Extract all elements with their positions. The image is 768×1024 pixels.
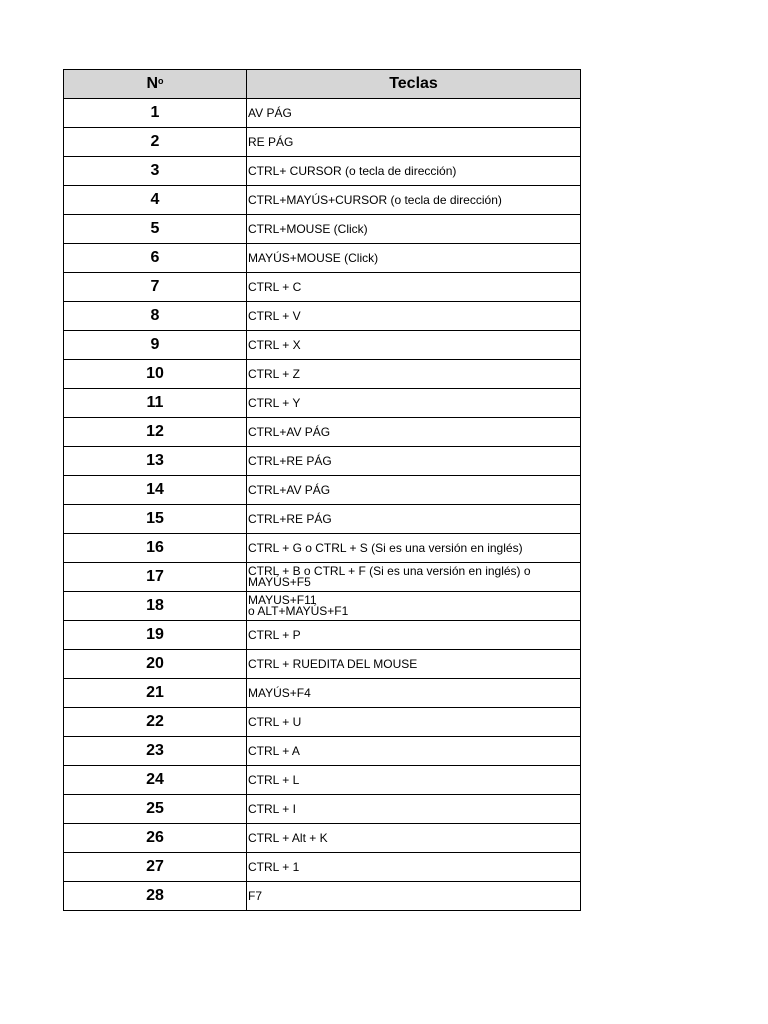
table-row [64, 795, 581, 824]
row-keys: CTRL + G o CTRL + S (Si es una versión en inglés) [247, 534, 581, 563]
row-number: 1 [64, 99, 247, 128]
table-row [64, 447, 581, 476]
row-number: 5 [64, 215, 247, 244]
row-keys: CTRL + Alt + K [247, 824, 581, 853]
row-number: 24 [64, 766, 247, 795]
table-row [64, 360, 581, 389]
table-row [64, 679, 581, 708]
table-row [64, 708, 581, 737]
row-number: 26 [64, 824, 247, 853]
table-row [64, 331, 581, 360]
row-keys: CTRL+RE PÁG [247, 447, 581, 476]
row-number: 23 [64, 737, 247, 766]
row-keys: CTRL + B o CTRL + F (Si es una versión en inglés) o MAYÚS+F5 [247, 563, 581, 592]
table-row [64, 853, 581, 882]
row-number: 3 [64, 157, 247, 186]
row-keys: CTRL + P [247, 621, 581, 650]
table-row [64, 592, 581, 621]
table-body [64, 99, 581, 911]
row-keys: CTRL+ CURSOR (o tecla de dirección) [247, 157, 581, 186]
row-keys: CTRL + A [247, 737, 581, 766]
table-row [64, 737, 581, 766]
row-number: 14 [64, 476, 247, 505]
row-number: 19 [64, 621, 247, 650]
row-keys: F7 [247, 882, 581, 911]
header-number-label: N [146, 75, 159, 92]
row-number: 10 [64, 360, 247, 389]
row-number: 21 [64, 679, 247, 708]
row-number: 27 [64, 853, 247, 882]
row-keys: CTRL + Z [247, 360, 581, 389]
header-keys: Teclas [247, 70, 581, 99]
header-row [64, 70, 581, 99]
table-row [64, 128, 581, 157]
row-keys: CTRL + RUEDITA DEL MOUSE [247, 650, 581, 679]
row-keys: CTRL + I [247, 795, 581, 824]
table-row [64, 215, 581, 244]
row-number: 15 [64, 505, 247, 534]
row-keys: AV PÁG [247, 99, 581, 128]
row-number: 13 [64, 447, 247, 476]
table-row [64, 157, 581, 186]
table-row [64, 273, 581, 302]
row-keys: CTRL + X [247, 331, 581, 360]
row-keys: CTRL+MOUSE (Click) [247, 215, 581, 244]
table-row [64, 650, 581, 679]
row-number: 2 [64, 128, 247, 157]
shortcuts-table [63, 69, 581, 911]
table-row [64, 389, 581, 418]
table-row [64, 824, 581, 853]
row-keys: CTRL + U [247, 708, 581, 737]
table-row [64, 244, 581, 273]
table-row [64, 505, 581, 534]
header-number-suffix: o [158, 76, 164, 86]
row-keys: CTRL + L [247, 766, 581, 795]
table-row [64, 99, 581, 128]
header-number [64, 70, 247, 99]
row-number: 25 [64, 795, 247, 824]
table-header [64, 70, 581, 99]
row-number: 6 [64, 244, 247, 273]
row-keys: CTRL + V [247, 302, 581, 331]
row-number: 18 [64, 592, 247, 621]
row-number: 11 [64, 389, 247, 418]
row-keys: CTRL + C [247, 273, 581, 302]
table-row [64, 418, 581, 447]
row-number: 16 [64, 534, 247, 563]
row-keys: CTRL + Y [247, 389, 581, 418]
row-number: 4 [64, 186, 247, 215]
row-number: 7 [64, 273, 247, 302]
row-number: 28 [64, 882, 247, 911]
table-row [64, 302, 581, 331]
row-keys: CTRL + 1 [247, 853, 581, 882]
row-keys: MAYÚS+MOUSE (Click) [247, 244, 581, 273]
row-keys: CTRL+RE PÁG [247, 505, 581, 534]
row-keys: CTRL+AV PÁG [247, 418, 581, 447]
row-number: 20 [64, 650, 247, 679]
table-row [64, 534, 581, 563]
table-row [64, 621, 581, 650]
row-keys: CTRL+MAYÚS+CURSOR (o tecla de dirección) [247, 186, 581, 215]
table-row [64, 476, 581, 505]
table-row [64, 186, 581, 215]
table-row [64, 882, 581, 911]
table-row [64, 563, 581, 592]
row-keys: MAYÚS+F4 [247, 679, 581, 708]
row-keys: RE PÁG [247, 128, 581, 157]
row-keys: MAYUS+F11 o ALT+MAYÚS+F1 [247, 592, 581, 621]
row-number: 8 [64, 302, 247, 331]
table-row [64, 766, 581, 795]
row-number: 9 [64, 331, 247, 360]
row-number: 12 [64, 418, 247, 447]
row-keys: CTRL+AV PÁG [247, 476, 581, 505]
row-number: 17 [64, 563, 247, 592]
row-number: 22 [64, 708, 247, 737]
